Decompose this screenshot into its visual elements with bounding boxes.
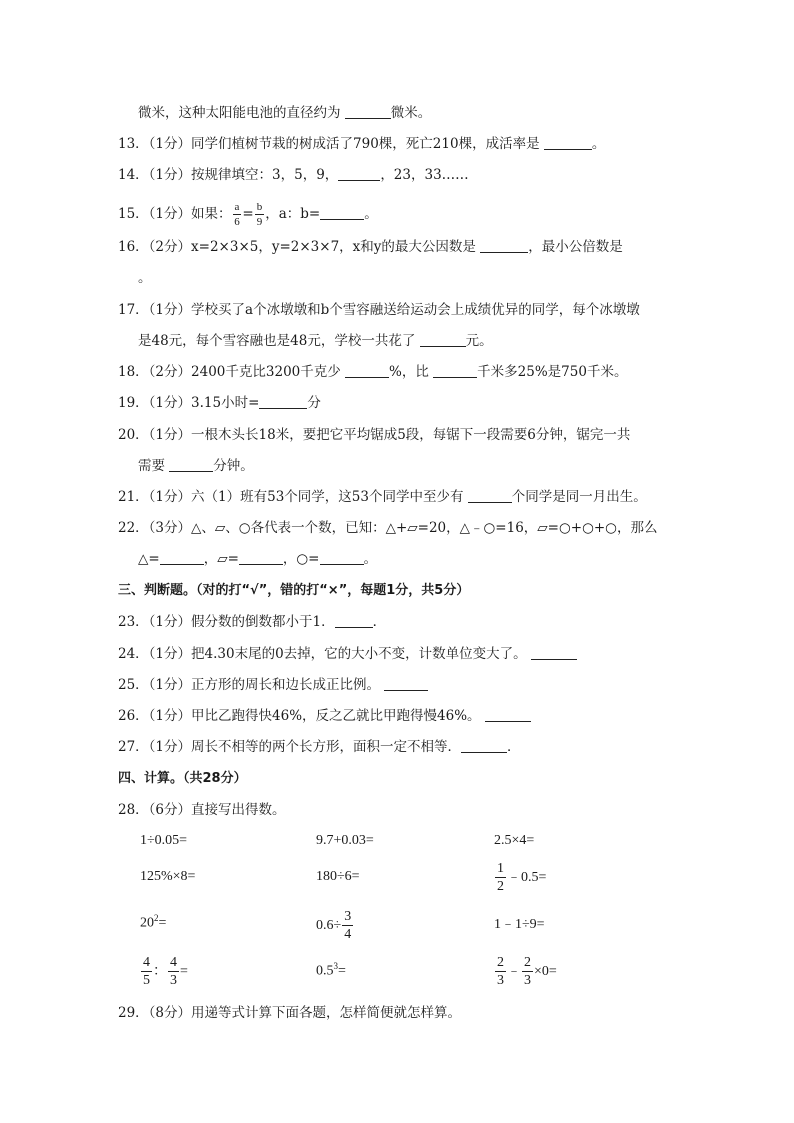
answer-blank[interactable] — [531, 645, 577, 660]
calc-3-1[interactable] — [140, 913, 166, 932]
question-17 — [118, 301, 640, 319]
question-text-end: 元。 — [465, 333, 493, 349]
fraction-b-over-9 — [255, 202, 265, 228]
equals: = — [158, 915, 167, 931]
fraction-four-thirds — [168, 956, 179, 988]
equals-sign: = — [242, 206, 254, 222]
question-text: 学校买了a个冰墩墩和b个雪容融送给运动会上成绩优异的同学，每个冰墩墩 — [191, 302, 640, 318]
denominator: 6 — [234, 215, 240, 228]
question-29 — [118, 1004, 461, 1022]
fraction-three-quarters — [342, 910, 353, 942]
numerator: 1 — [497, 861, 504, 876]
answer-blank[interactable] — [384, 676, 428, 691]
numerator: 3 — [344, 909, 352, 924]
calc-4-1[interactable] — [140, 956, 188, 988]
calc-text: ﹣0.5= — [507, 870, 547, 886]
answer-blank[interactable] — [485, 707, 531, 722]
question-text: 六（1）班有53个同学，这53个同学中至少有 — [191, 489, 468, 505]
fraction-two-thirds-2 — [522, 956, 533, 988]
numerator: a — [234, 200, 240, 213]
question-number: 15．（1分） — [118, 206, 192, 222]
answer-blank[interactable] — [320, 205, 364, 220]
denominator: 5 — [143, 973, 150, 988]
answer-blank[interactable] — [544, 135, 592, 150]
numerator: 4 — [143, 955, 150, 970]
fraction-a-over-6 — [233, 202, 242, 228]
question-16-line2 — [138, 269, 152, 287]
answer-blank[interactable] — [468, 488, 512, 503]
question-text-end: 分钟。 — [213, 458, 254, 474]
question-text-mid: ，最小公倍数是 — [528, 239, 623, 255]
question-number: 14．（1分） — [118, 167, 192, 183]
calc-text: ×0= — [534, 964, 557, 980]
section-3-heading: 三、判断题。（对的打“√”，错的打“×”，每题1分，共5分） — [118, 583, 470, 598]
question-text-mid: %，比 — [389, 364, 434, 380]
question-22-line2 — [138, 550, 377, 568]
question-text: x=2×3×5，y=2×3×7，x和y的最大公因数是 — [191, 239, 481, 255]
question-text: 需要 — [138, 458, 170, 474]
equals: = — [338, 963, 346, 979]
answer-blank-triangle[interactable] — [160, 550, 204, 565]
base: 20 — [140, 915, 154, 931]
question-text: 周长不相等的两个长方形，面积一定不相等． — [191, 739, 462, 755]
question-text: 用递等式计算下面各题，怎样简便就怎样算。 — [191, 1005, 462, 1021]
question-text: 2400千克比3200千克少 — [191, 364, 346, 380]
question-number: 22．（3分） — [118, 520, 192, 536]
answer-blank[interactable] — [461, 738, 507, 753]
question-number: 27．（1分） — [118, 739, 192, 755]
question-number: 21．（1分） — [118, 489, 192, 505]
answer-blank-parallelogram[interactable] — [239, 550, 283, 565]
question-number: 20．（1分） — [118, 427, 192, 443]
question-number: 18．（2分） — [118, 364, 192, 380]
question-22 — [118, 519, 657, 537]
calc-text: 0.6÷ — [316, 918, 342, 934]
question-27 — [118, 738, 521, 756]
question-14 — [118, 166, 469, 184]
calc-4-3[interactable] — [494, 956, 557, 988]
answer-blank[interactable] — [338, 166, 380, 181]
calc-3-3[interactable]: 1﹣1÷9= — [494, 917, 545, 932]
q12-answer-blank[interactable] — [345, 104, 391, 119]
question-text-end: 。 — [363, 551, 377, 567]
question-20-line2 — [138, 457, 254, 475]
question-15 — [118, 199, 378, 229]
denominator: 3 — [524, 973, 531, 988]
question-text: △、▱、○各代表一个数，已知：△+▱=20，△﹣○=16，▱=○+○+○，那么 — [191, 520, 658, 536]
denominator: 3 — [497, 973, 504, 988]
fraction-two-thirds — [495, 956, 506, 988]
question-text-end: 千米多25%是750千米。 — [477, 364, 628, 380]
answer-blank[interactable] — [169, 457, 213, 472]
numerator: b — [256, 200, 263, 213]
question-text: 3.15小时= — [191, 395, 260, 411]
question-13 — [118, 135, 605, 153]
question-20 — [118, 426, 630, 444]
question-text: 正方形的周长和边长成正比例。 — [191, 677, 385, 693]
question-text: 假分数的倒数都小于1． — [191, 614, 335, 630]
question-number: 29．（8分） — [118, 1005, 192, 1021]
question-text-end: ． — [372, 614, 387, 630]
question-number: 23．（1分） — [118, 614, 192, 630]
fraction-four-fifths — [141, 956, 152, 988]
calc-1-3[interactable]: 2.5×4= — [494, 833, 535, 848]
answer-blank-percent[interactable] — [345, 363, 389, 378]
question-text: 直接写出得数。 — [191, 802, 286, 818]
denominator: 4 — [344, 927, 352, 942]
base: 0.5 — [316, 963, 334, 979]
question-28 — [118, 801, 286, 819]
numerator: 4 — [170, 955, 177, 970]
denominator: 2 — [497, 879, 504, 894]
question-text: 一根木头长18米，要把它平均锯成5段，每锯下一段需要6分钟，锯完一共 — [191, 427, 631, 443]
question-21 — [118, 488, 647, 506]
denominator: 3 — [170, 973, 177, 988]
q12-text: 微米，这种太阳能电池的直径约为 — [138, 105, 345, 121]
question-number: 24．（1分） — [118, 646, 192, 662]
question-number: 26．（1分） — [118, 708, 192, 724]
question-number: 13．（1分） — [118, 136, 192, 152]
answer-blank-gcd[interactable] — [480, 238, 528, 253]
question-text-end: ． — [507, 739, 521, 755]
answer-blank-km[interactable] — [433, 363, 477, 378]
question-16 — [118, 238, 623, 256]
question-text: 把4.30末尾的0去掉，它的大小不变，计数单位变大了。 — [191, 646, 531, 662]
q12-text-end: 微米。 — [390, 105, 432, 121]
question-number: 16．（2分） — [118, 239, 192, 255]
question-text-mid: ，a：b= — [265, 206, 321, 222]
question-18 — [118, 363, 627, 381]
minus-sign: ﹣ — [507, 964, 521, 980]
question-text-end: 。 — [138, 270, 152, 286]
fraction-one-half — [495, 862, 506, 894]
answer-blank[interactable] — [420, 332, 466, 347]
triangle-label: △= — [138, 551, 160, 567]
answer-blank-circle[interactable] — [320, 550, 364, 565]
q12-continuation — [138, 104, 431, 122]
question-26 — [118, 707, 531, 725]
question-text: 甲比乙跑得快46%，反之乙就比甲跑得慢46%。 — [191, 708, 485, 724]
answer-blank[interactable] — [259, 394, 307, 409]
question-text: 按规律填空：3，5，9， — [191, 167, 339, 183]
calc-4-2[interactable] — [316, 961, 346, 980]
question-19 — [118, 394, 321, 412]
question-number: 25．（1分） — [118, 677, 192, 693]
question-text-end: 。 — [591, 136, 606, 152]
answer-blank[interactable] — [335, 613, 373, 628]
question-text-end: 分 — [307, 395, 321, 411]
equals: = — [180, 964, 188, 980]
question-text-end: 。 — [364, 206, 378, 222]
question-23 — [118, 613, 386, 631]
calc-2-3[interactable] — [494, 862, 546, 894]
numerator: 2 — [524, 955, 531, 970]
question-number: 28．（6分） — [118, 802, 192, 818]
question-text-end: ，23，33…… — [380, 167, 469, 183]
calc-2-1[interactable]: 125%×8= — [140, 869, 196, 884]
question-25 — [118, 676, 428, 694]
question-number: 19．（1分） — [118, 395, 192, 411]
exponent: 3 — [333, 961, 338, 971]
calc-1-2[interactable]: 9.7+0.03= — [316, 833, 374, 848]
question-17-line2 — [138, 332, 493, 350]
question-24 — [118, 645, 577, 663]
circle-label: ，○= — [282, 551, 320, 567]
question-number: 17．（1分） — [118, 302, 192, 318]
question-text: 如果： — [191, 206, 232, 222]
calc-2-2[interactable]: 180÷6= — [316, 869, 360, 884]
question-text: 同学们植树节栽的树成活了790棵，死亡210棵，成活率是 — [191, 136, 544, 152]
question-text: 是48元，每个雪容融也是48元，学校一共花了 — [138, 333, 420, 349]
ratio-colon: ： — [153, 964, 167, 980]
parallelogram-label: ，▱= — [203, 551, 239, 567]
exponent: 2 — [154, 913, 159, 923]
denominator: 9 — [256, 215, 263, 228]
numerator: 2 — [497, 955, 504, 970]
section-4-heading: 四、计算。（共28分） — [118, 771, 247, 786]
calc-1-1[interactable]: 1÷0.05= — [140, 833, 188, 848]
question-text-end: 个同学是同一月出生。 — [511, 489, 647, 505]
calc-3-2[interactable] — [316, 910, 354, 942]
